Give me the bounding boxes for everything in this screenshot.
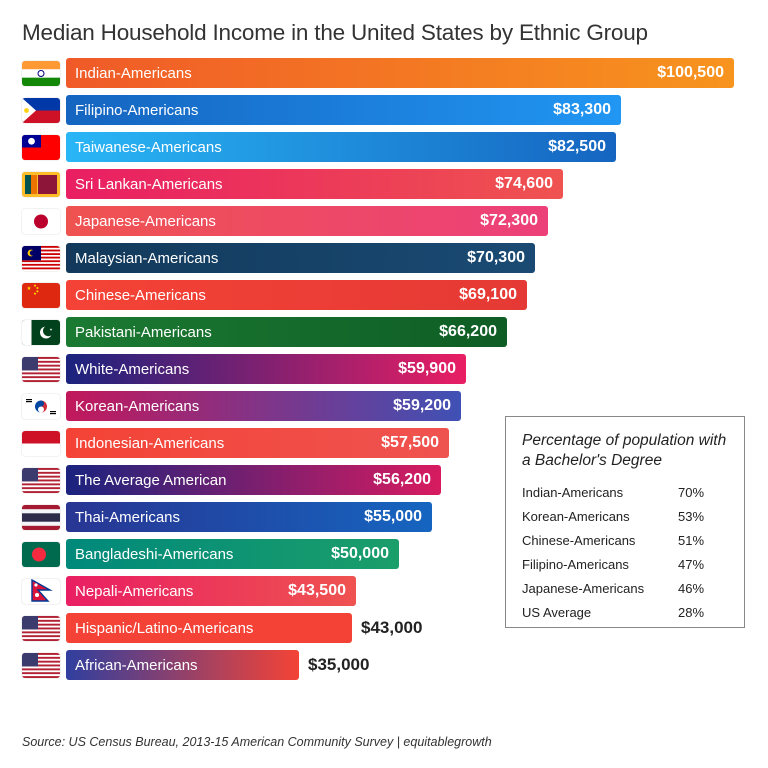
bar-value: $69,100 bbox=[459, 286, 517, 303]
bar-label: Sri Lankan-Americans bbox=[75, 175, 223, 193]
bar bbox=[66, 428, 449, 458]
bar bbox=[66, 280, 527, 310]
bar-row bbox=[0, 354, 768, 384]
legend-row-label: Chinese-Americans bbox=[522, 533, 636, 548]
legend-row-value: 70% bbox=[678, 485, 705, 500]
bar-value: $82,500 bbox=[548, 138, 606, 155]
legend-row-value: 46% bbox=[678, 581, 705, 596]
bar-value: $72,300 bbox=[480, 212, 538, 229]
indonesia-flag-icon bbox=[22, 431, 60, 456]
legend-row-label: Japanese-Americans bbox=[522, 581, 645, 596]
bar-label: Pakistani-Americans bbox=[75, 323, 212, 341]
bar bbox=[66, 132, 616, 162]
bar-label: Korean-Americans bbox=[75, 397, 200, 415]
bar-value: $35,000 bbox=[308, 655, 370, 674]
source-note: Source: US Census Bureau, 2013-15 American Community Survey | equitablegrowth bbox=[22, 735, 492, 749]
bar-row bbox=[0, 317, 768, 347]
legend-row-value: 47% bbox=[678, 557, 705, 572]
japan-flag-icon bbox=[22, 209, 60, 234]
bar-label: Thai-Americans bbox=[75, 508, 181, 526]
bar-label: African-Americans bbox=[75, 656, 198, 674]
bar-label: Indonesian-Americans bbox=[75, 434, 225, 452]
bar bbox=[66, 354, 466, 384]
bar bbox=[66, 391, 461, 421]
thailand-flag-icon bbox=[22, 505, 60, 530]
malaysia-flag-icon bbox=[22, 246, 60, 271]
legend-row-label: US Average bbox=[522, 605, 592, 620]
bar-value: $100,500 bbox=[657, 64, 724, 81]
bar bbox=[66, 58, 734, 88]
bar-value: $57,500 bbox=[381, 434, 439, 451]
legend-row bbox=[522, 533, 728, 548]
bar-value: $50,000 bbox=[331, 545, 389, 562]
usa-flag-icon bbox=[22, 653, 60, 678]
legend-row-value: 28% bbox=[678, 605, 705, 620]
usa-flag-icon bbox=[22, 616, 60, 641]
bar-value: $74,600 bbox=[495, 175, 553, 192]
bar-label: Japanese-Americans bbox=[75, 212, 216, 230]
bar-label: Bangladeshi-Americans bbox=[75, 545, 234, 563]
legend-box bbox=[505, 416, 745, 628]
bar-value: $43,500 bbox=[288, 582, 346, 599]
legend-title: Percentage of population with a Bachelor's Degree bbox=[522, 432, 727, 469]
bar-value: $66,200 bbox=[439, 323, 497, 340]
nepal-flag-icon bbox=[22, 579, 60, 604]
bar-row bbox=[0, 206, 768, 236]
legend-row bbox=[522, 581, 728, 596]
page-title: Median Household Income in the United States by Ethnic Group bbox=[22, 20, 648, 45]
legend-row bbox=[522, 557, 728, 572]
india-flag-icon bbox=[22, 61, 60, 86]
legend-row-value: 53% bbox=[678, 509, 705, 524]
bar-value: $70,300 bbox=[467, 249, 525, 266]
bar bbox=[66, 613, 352, 643]
srilanka-flag-icon bbox=[22, 172, 60, 197]
bar-value: $59,200 bbox=[393, 397, 451, 414]
bar bbox=[66, 95, 621, 125]
bar-row bbox=[0, 95, 768, 125]
bar bbox=[66, 502, 432, 532]
bar bbox=[66, 539, 399, 569]
bar-label: Hispanic/Latino-Americans bbox=[75, 619, 254, 637]
bar-label: Nepali-Americans bbox=[75, 582, 194, 600]
bar-label: Filipino-Americans bbox=[75, 101, 199, 119]
bar-row bbox=[0, 280, 768, 310]
bar-label: The Average American bbox=[75, 471, 227, 489]
philippines-flag-icon bbox=[22, 98, 60, 123]
usa-flag-icon bbox=[22, 357, 60, 382]
bar-row bbox=[0, 650, 768, 680]
bar-row bbox=[0, 58, 768, 88]
bar-value: $83,300 bbox=[553, 101, 611, 118]
bar-label: White-Americans bbox=[75, 360, 190, 378]
pakistan-flag-icon bbox=[22, 320, 60, 345]
bar bbox=[66, 169, 563, 199]
legend-row bbox=[522, 605, 728, 620]
china-flag-icon bbox=[22, 283, 60, 308]
bar bbox=[66, 576, 356, 606]
taiwan-flag-icon bbox=[22, 135, 60, 160]
legend-row-label: Korean-Americans bbox=[522, 509, 630, 524]
bar bbox=[66, 650, 299, 680]
bar-label: Taiwanese-Americans bbox=[75, 138, 222, 156]
southkorea-flag-icon bbox=[22, 394, 60, 419]
bar-row bbox=[0, 169, 768, 199]
bangladesh-flag-icon bbox=[22, 542, 60, 567]
bar-row bbox=[0, 243, 768, 273]
bar-row bbox=[0, 132, 768, 162]
bar-label: Malaysian-Americans bbox=[75, 249, 219, 267]
bar-value: $56,200 bbox=[373, 471, 431, 488]
legend-row-label: Indian-Americans bbox=[522, 485, 624, 500]
bar-label: Indian-Americans bbox=[75, 64, 192, 82]
legend-rows bbox=[522, 485, 728, 620]
bar-value: $43,000 bbox=[361, 618, 423, 637]
usa-flag-icon bbox=[22, 468, 60, 493]
bar bbox=[66, 465, 441, 495]
legend-row-label: Filipino-Americans bbox=[522, 557, 629, 572]
bar bbox=[66, 317, 507, 347]
bar bbox=[66, 206, 548, 236]
legend-row-value: 51% bbox=[678, 533, 705, 548]
legend-row bbox=[522, 509, 728, 524]
bar bbox=[66, 243, 535, 273]
bar-value: $59,900 bbox=[398, 360, 456, 377]
bar-value: $55,000 bbox=[364, 508, 422, 525]
bar-label: Chinese-Americans bbox=[75, 286, 206, 304]
legend-row bbox=[522, 485, 728, 500]
